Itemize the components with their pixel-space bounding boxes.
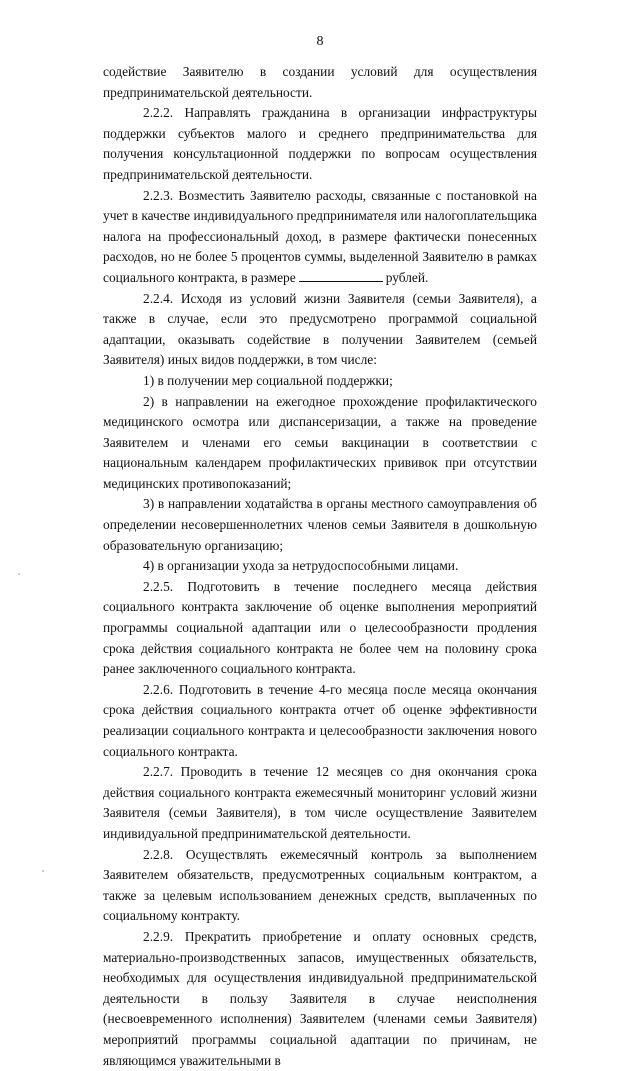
- amount-blank-field: [299, 269, 383, 282]
- scan-speck: [42, 870, 44, 872]
- list-item-3: 3) в направлении ходатайства в органы местного самоуправления об определении несовершеннолетних членов семьи Заявителя в дошкольную образовательную организацию;: [103, 496, 537, 553]
- page-number: 8: [316, 34, 324, 49]
- paragraph-2-2-4: 2.2.4. Исходя из условий жизни Заявителя (семьи Заявителя), а также в случае, если это предусмотрено программой социальной адаптации, оказывать содействие в получении Заявителем (семьей Заявителя) иных видов поддержки, в том числе:: [103, 290, 537, 368]
- paragraph-2-2-5: 2.2.5. Подготовить в течение последнего месяца действия социального контракта заключение об оценке выполнения мероприятий программы социальной адаптации или о целесообразности продления срока действия социального контракта не более чем на половину срока ранее заключенного социального контракта.: [103, 578, 537, 677]
- list-item-4: 4) в организации ухода за нетрудоспособными лицами.: [143, 558, 459, 574]
- paragraph-2-2-2: 2.2.2. Направлять гражданина в организации инфраструктуры поддержки субъектов малого и среднего предпринимательства для получения консультационной поддержки по вопросам осуществления предпринимательской деятельности.: [103, 105, 537, 182]
- paragraph-continuation: содействие Заявителю в создании условий для осуществления предпринимательской деятельности.: [103, 64, 537, 100]
- paragraph-2-2-7: 2.2.7. Проводить в течение 12 месяцев со дня окончания срока действия социального контракта ежемесячный мониторинг условий жизни Заявителя (семьи Заявителя), в том числе осуществление Заявителем индивидуальной предпринимательской деятельности.: [103, 764, 537, 841]
- paragraph-2-2-3: [103, 186, 537, 289]
- paragraph-2-2-3-text: 2.2.3. Возместить Заявителю расходы, связанные с постановкой на учет в качестве индивидуального предпринимателя или налогоплательщика налога на профессиональный доход, в размере фактически понесенных расходов, но не более 5 процентов суммы, выделенной Заявителю в рамках социального контракта, в размере: [103, 187, 537, 285]
- scan-speck: [18, 573, 20, 575]
- paragraph-2-2-3-suffix: рублей.: [385, 269, 429, 285]
- paragraph-2-2-8: 2.2.8. Осуществлять ежемесячный контроль за выполнением Заявителем обязательств, предусмотренных социальным контрактом, а также за целевым использованием денежных средств, выплаченных по социальному контракту.: [103, 846, 537, 924]
- list-item-2: 2) в направлении на ежегодное прохождение профилактического медицинского осмотра или диспансеризации, а также на проведение Заявителем и членами его семьи вакцинации в соответствии с национальным календарем профилактических прививок при отсутствии медицинских противопоказаний;: [103, 393, 537, 491]
- paragraph-2-2-9: 2.2.9. Прекратить приобретение и оплату основных средств, материально-производственных запасов, имущественных обязательств, необходимых для осуществления индивидуальной предпринимательской деятельности в пользу Заявителя в случае неисполнения (несвоевременного исполнения) Заявителем (членами семьи Заявителя) мероприятий программы социальной адаптации по причинам, не являющимся уважительными в: [103, 928, 537, 1068]
- document-body: [103, 62, 537, 1071]
- paragraph-2-2-6: 2.2.6. Подготовить в течение 4-го месяца после месяца окончания срока действия социального контракта отчет об оценке эффективности реализации социального контракта и целесообразности заключения нового социального контракта.: [103, 681, 537, 759]
- list-item-1: 1) в получении мер социальной поддержки;: [143, 372, 393, 388]
